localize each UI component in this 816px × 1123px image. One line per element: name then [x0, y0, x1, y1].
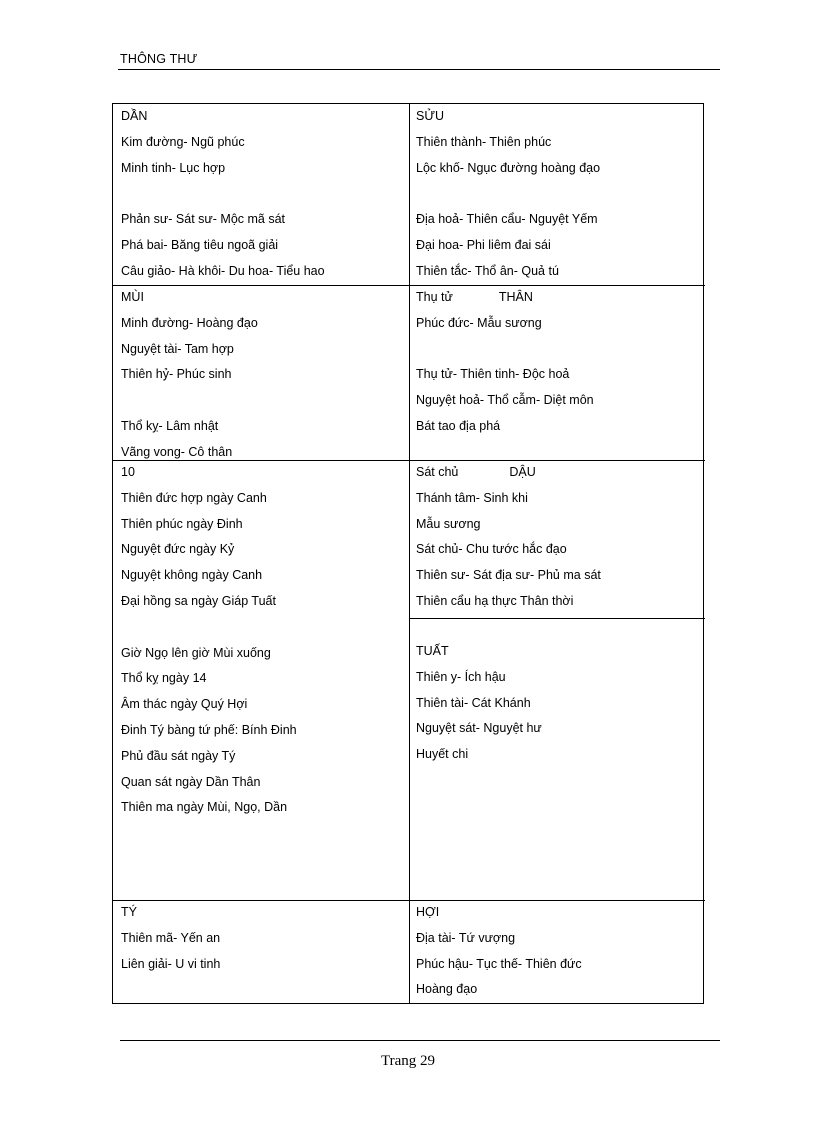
list-item: Vãng vong- Cô thân	[121, 444, 233, 459]
row-divider-right-3	[409, 618, 705, 619]
list-item: Câu giảo- Hà khôi- Du hoa- Tiểu hao	[121, 263, 325, 278]
list-item: Giờ Ngọ lên giờ Mùi xuống	[121, 645, 271, 660]
list-item: Thiên cẩu hạ thực Thân thời	[416, 593, 574, 608]
list-item: Thiên thành- Thiên phúc	[416, 134, 552, 149]
cell-heading	[416, 285, 594, 311]
list-item: Mẫu sương	[416, 516, 481, 531]
cell-dan	[121, 109, 325, 285]
header-rule	[118, 69, 720, 70]
cell-heading: MÙI	[121, 290, 144, 304]
cell-ty	[121, 905, 221, 977]
list-item	[416, 181, 600, 207]
list-item: Kim đường- Ngũ phúc	[121, 134, 245, 149]
cell-heading-note: Sát chủ	[416, 465, 459, 479]
cell-heading: SỬU	[416, 109, 445, 123]
list-item: Minh đường- Hoàng đạo	[121, 315, 258, 330]
list-item: Thiên sư- Sát địa sư- Phủ ma sát	[416, 568, 601, 583]
list-item: Nguyệt không ngày Canh	[121, 568, 263, 583]
list-item: Quan sát ngày Dần Thân	[121, 774, 261, 789]
cell-center-notes	[121, 465, 297, 821]
list-item: Âm thác ngày Quý Hợi	[121, 697, 248, 712]
cell-mui	[121, 290, 258, 466]
list-item: Phúc hậu- Tục thế- Thiên đức	[416, 956, 582, 971]
list-item: Huyết chi	[416, 747, 469, 762]
running-header: THÔNG THƯ	[120, 52, 198, 66]
list-item: Lộc khố- Ngục đường hoàng đạo	[416, 160, 601, 175]
cell-heading: HỢI	[416, 905, 440, 919]
list-item: Đại hoa- Phi liêm đai sái	[416, 237, 551, 252]
list-item: Thổ kỵ- Lâm nhật	[121, 418, 219, 433]
list-item: Thổ kỵ ngày 14	[121, 671, 207, 686]
list-item: Nguyệt hoả- Thổ cẫm- Diệt môn	[416, 393, 594, 408]
list-item: Thiên đức hợp ngày Canh	[121, 490, 267, 505]
cell-than	[416, 290, 594, 440]
cell-hoi	[416, 905, 582, 1003]
list-item: Địa hoả- Thiên cẩu- Nguyệt Yếm	[416, 212, 598, 227]
list-item: Thánh tâm- Sinh khi	[416, 490, 528, 505]
list-item: Đinh Tý bàng tứ phế: Bính Đinh	[121, 722, 297, 737]
list-item: Nguyệt đức ngày Kỷ	[121, 542, 235, 557]
cell-heading: 10	[121, 465, 135, 479]
cell-heading: DẦN	[121, 109, 148, 123]
list-item: Thiên tài- Cát Khánh	[416, 695, 531, 710]
list-item: Thiên hỷ- Phúc sinh	[121, 367, 232, 382]
list-item: Phúc đức- Mẫu sương	[416, 315, 542, 330]
cell-suu	[416, 109, 601, 285]
page-number: Trang 29	[380, 1053, 436, 1069]
list-item: Liên giải- U vi tinh	[121, 956, 221, 971]
cell-heading	[416, 460, 601, 486]
list-item: Thiên mã- Yến an	[121, 930, 221, 945]
cell-heading-note: Thụ tử	[416, 290, 453, 304]
list-item	[121, 615, 297, 641]
list-item	[416, 337, 594, 363]
list-item: Phủ đầu sát ngày Tý	[121, 748, 236, 763]
column-divider	[409, 104, 410, 1003]
list-item: Bát tao địa phá	[416, 418, 501, 433]
list-item: Thiên ma ngày Mùi, Ngọ, Dần	[121, 800, 288, 815]
list-item: Thiên y- Ích hậu	[416, 669, 506, 684]
list-item: Địa tài- Tứ vượng	[416, 930, 516, 945]
cell-heading-branch: DẬU	[509, 465, 536, 479]
list-item	[121, 388, 258, 414]
cell-heading-branch: THÂN	[498, 290, 533, 304]
list-item: Thiên tắc- Thổ ân- Quả tú	[416, 263, 559, 278]
list-item: Nguyệt sát- Nguyệt hư	[416, 721, 542, 736]
cell-heading: TÝ	[121, 905, 137, 919]
list-item: Phá bai- Băng tiêu ngoã giải	[121, 237, 279, 252]
list-item: Minh tinh- Lục hợp	[121, 160, 226, 175]
list-item: Sát chủ- Chu tước hắc đạo	[416, 542, 567, 557]
list-item: Nguyệt tài- Tam hợp	[121, 341, 234, 356]
almanac-grid	[112, 103, 704, 1004]
list-item: Thiên phúc ngày Đinh	[121, 516, 243, 531]
cell-dau	[416, 465, 601, 615]
footer-rule	[120, 1040, 720, 1041]
list-item: Hoàng đạo	[416, 982, 478, 997]
list-item: Đại hồng sa ngày Giáp Tuất	[121, 593, 276, 608]
cell-tuat	[416, 639, 542, 768]
list-item	[121, 181, 325, 207]
list-item: Phản sư- Sát sư- Mộc mã sát	[121, 212, 286, 227]
cell-heading: TUẤT	[416, 644, 449, 658]
list-item: Thụ tử- Thiên tinh- Độc hoả	[416, 367, 570, 382]
